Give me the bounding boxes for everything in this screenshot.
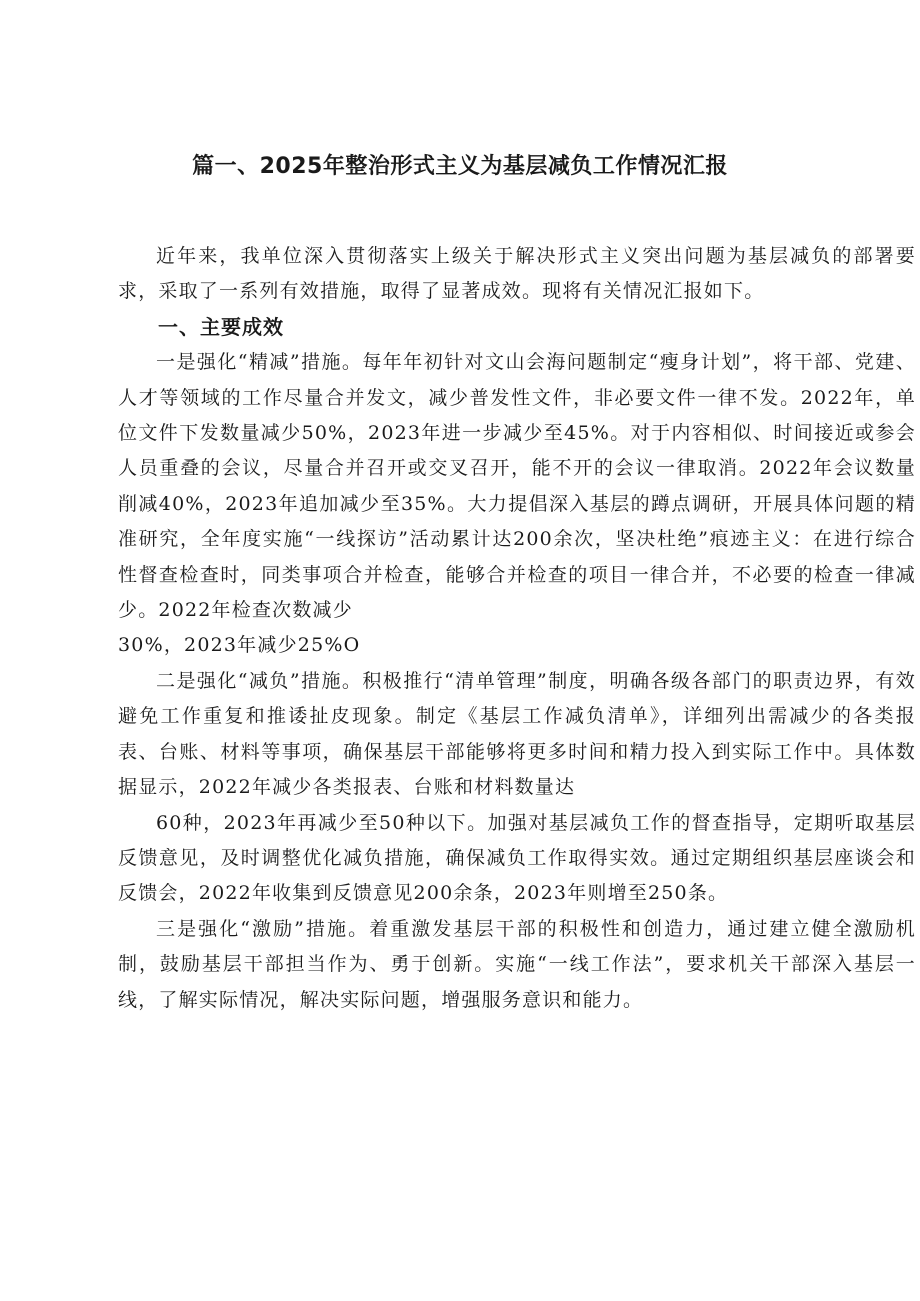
- paragraph-incentive: 三是强化“激励”措施。着重激发基层干部的积极性和创造力，通过建立健全激励机制，鼓励基层干部担当作为、勇于创新。实施“一线工作法”，要求机关干部深入基层一线，了解实际情况，解决实际问题，增强服务意识和能力。: [118, 917, 916, 1011]
- paragraph-burden-reduction-continued: 60种，2023年再减少至50种以下。加强对基层减负工作的督查指导，定期听取基层反馈意见，及时调整优化减负措施，确保减负工作取得实效。通过定期组织基层座谈会和反馈会，2022年收集到反馈意见200余条，2023年则增至250条。: [118, 811, 916, 905]
- intro-paragraph: 近年来，我单位深入贯彻落实上级关于解决形式主义突出问题为基层减负的部署要求，采取了一系列有效措施，取得了显著成效。现将有关情况汇报如下。: [118, 245, 916, 303]
- section-heading-main-results: 一、主要成效: [158, 314, 284, 339]
- paragraph-streamline-tail: 30%，2023年减少25%O: [118, 634, 361, 657]
- paragraph-streamline: 一是强化“精减”措施。每年年初针对文山会海问题制定“瘦身计划”，将干部、党建、人才等领域的工作尽量合并发文，减少普发性文件，非必要文件一律不发。2022年，单位文件下发数量减少50%，2023年进一步减少至45%。对于内容相似、时间接近或参会人员重叠的会议，尽量合并召开或交叉召开，能不开的会议一律取消。2022年会议数量削减40%，2023年追加减少至35%。大力提倡深入基层的蹲点调研，开展具体问题的精准研究，全年度实施“一线探访”活动累计达200余次，坚决杜绝”痕迹主义：在进行综合性督查检查时，同类事项合并检查，能够合并检查的项目一律合并，不必要的检查一律减少。2022年检查次数减少: [118, 351, 916, 622]
- document-body: [118, 239, 916, 1018]
- document-title: 篇一、2025年整治形式主义为基层减负工作情况汇报: [192, 154, 728, 179]
- paragraph-burden-reduction: 二是强化“减负”措施。积极推行“清单管理”制度，明确各级各部门的职责边界，有效避免工作重复和推诿扯皮现象。制定《基层工作减负清单》，详细列出需减少的各类报表、台账、材料等事项，确保基层干部能够将更多时间和精力投入到实际工作中。具体数据显示，2022年减少各类报表、台账和材料数量达: [118, 669, 916, 799]
